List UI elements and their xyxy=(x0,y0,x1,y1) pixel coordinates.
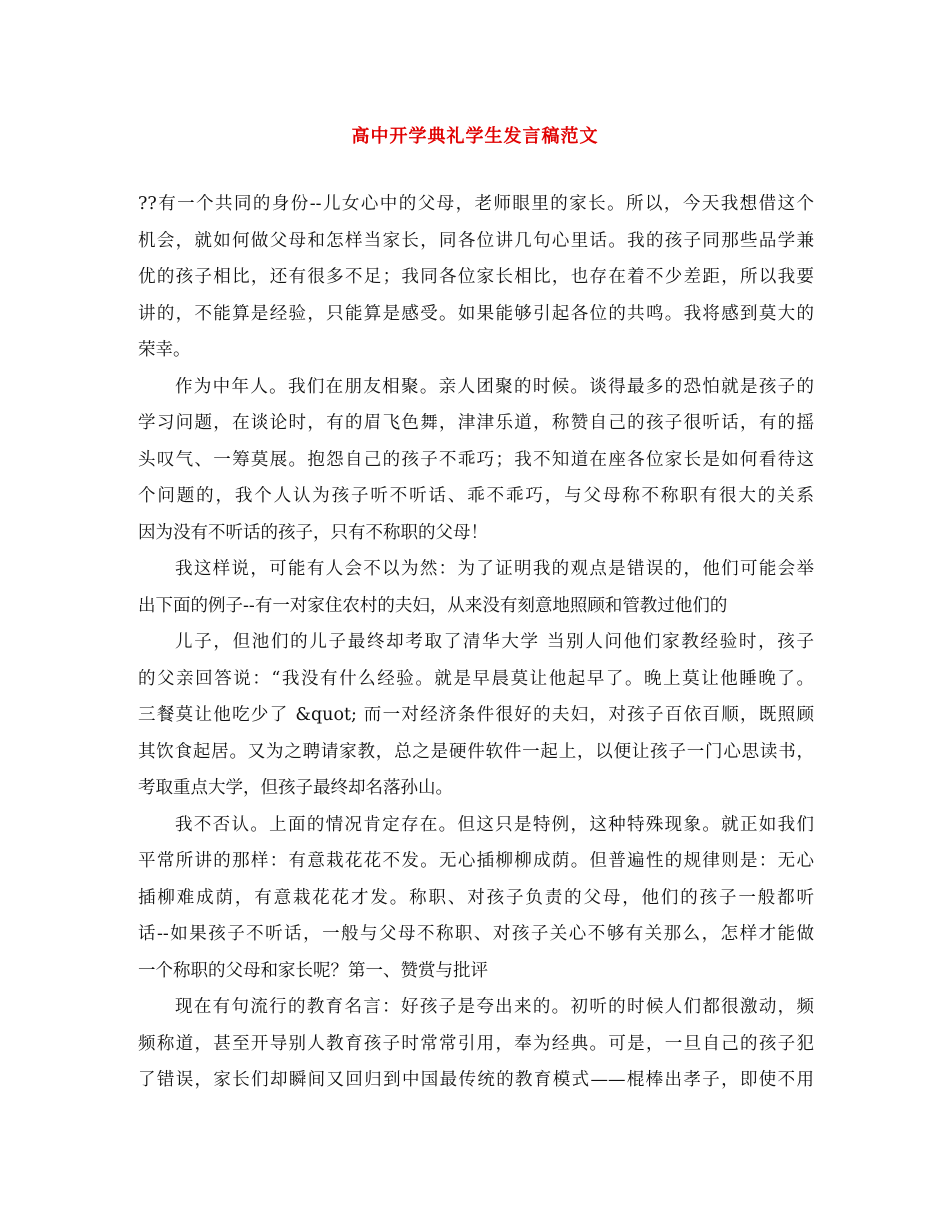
body-line: 因为没有不听话的孩子，只有不称职的父母！ xyxy=(138,522,488,543)
body-line: 话--如果孩子不听话，一般与父母不称职、对孩子关心不够有关那么，怎样才能做 xyxy=(138,924,814,944)
body-line: 一个称职的父母和家长呢？第一、赞赏与批评 xyxy=(138,960,488,981)
body-line: 出下面的例子--有一对家住农村的夫妇，从来没有刻意地照顾和管教过他们的 xyxy=(138,595,728,616)
body-line: 现在有句流行的教育名言：好孩子是夸出来的。初听的时候人们都很激动，频 xyxy=(175,997,814,1017)
body-line: 考取重点大学，但孩子最终却名落孙山。 xyxy=(138,778,453,798)
body-line: 儿子，但池们的儿子最终却考取了清华大学 当别人问他们家教经验时，孩子 xyxy=(175,632,814,652)
body-line: 讲的，不能算是经验，只能算是感受。如果能够引起各位的共鸣。我将感到莫大的 xyxy=(138,303,814,324)
page-title: 高中开学典礼学生发言稿范文 xyxy=(351,126,599,147)
body-line: 学习问题，在谈论时，有的眉飞色舞，津津乐道，称赞自己的孩子很听话，有的摇 xyxy=(138,413,814,433)
body-line: 作为中年人。我们在朋友相聚。亲人团聚的时候。谈得最多的恐怕就是孩子的 xyxy=(175,376,814,397)
body-line: 个问题的，我个人认为孩子听不听话、乖不乖巧，与父母称不称职有很大的关系 xyxy=(138,486,814,506)
body-line: 频称道，甚至开导别人教育孩子时常常引用，奉为经典。可是，一旦自己的孩子犯 xyxy=(138,1033,814,1054)
body-line: ??有一个共同的身份--儿女心中的父母，老师眼里的家长。所以，今天我想借这个 xyxy=(138,194,814,214)
body-line: 的父亲回答说：“我没有什么经验。就是早晨莫让他起早了。晚上莫让他睡晚了。 xyxy=(138,668,814,689)
body-line: 其饮食起居。又为之聘请家教，总之是硬件软件一起上，以便让孩子一门心思读书， xyxy=(138,741,814,762)
body-line: 平常所讲的那样：有意栽花花不发。无心插柳柳成荫。但普遍性的规律则是：无心 xyxy=(138,851,814,871)
body-line: 三餐莫让他吃少了 &quot; 而一对经济条件很好的夫妇，对孩子百依百顺，既照顾 xyxy=(138,705,814,725)
body-line: 我不否认。上面的情况肯定存在。但这只是特例，这种特殊现象。就正如我们 xyxy=(175,814,814,835)
body-line: 机会，就如何做父母和怎样当家长，同各位讲几句心里话。我的孩子同那些品学兼 xyxy=(138,230,814,251)
body-line: 我这样说，可能有人会不以为然：为了证明我的观点是错误的，他们可能会举 xyxy=(175,559,814,579)
body-line: 插柳难成荫，有意栽花花才发。称职、对孩子负责的父母，他们的孩子一般都听 xyxy=(138,887,814,908)
body-line: 头叹气、一筹莫展。抱怨自己的孩子不乖巧；我不知道在座各位家长是如何看待这 xyxy=(138,449,814,470)
body-line: 优的孩子相比，还有很多不足；我同各位家长相比，也存在着不少差距，所以我要 xyxy=(138,267,814,287)
body-text xyxy=(138,186,814,1099)
body-line: 了错误，家长们却瞬间又回归到中国最传统的教育模式——棍棒出孝子，即使不用 xyxy=(138,1070,814,1090)
body-line: 荣幸。 xyxy=(138,340,191,360)
